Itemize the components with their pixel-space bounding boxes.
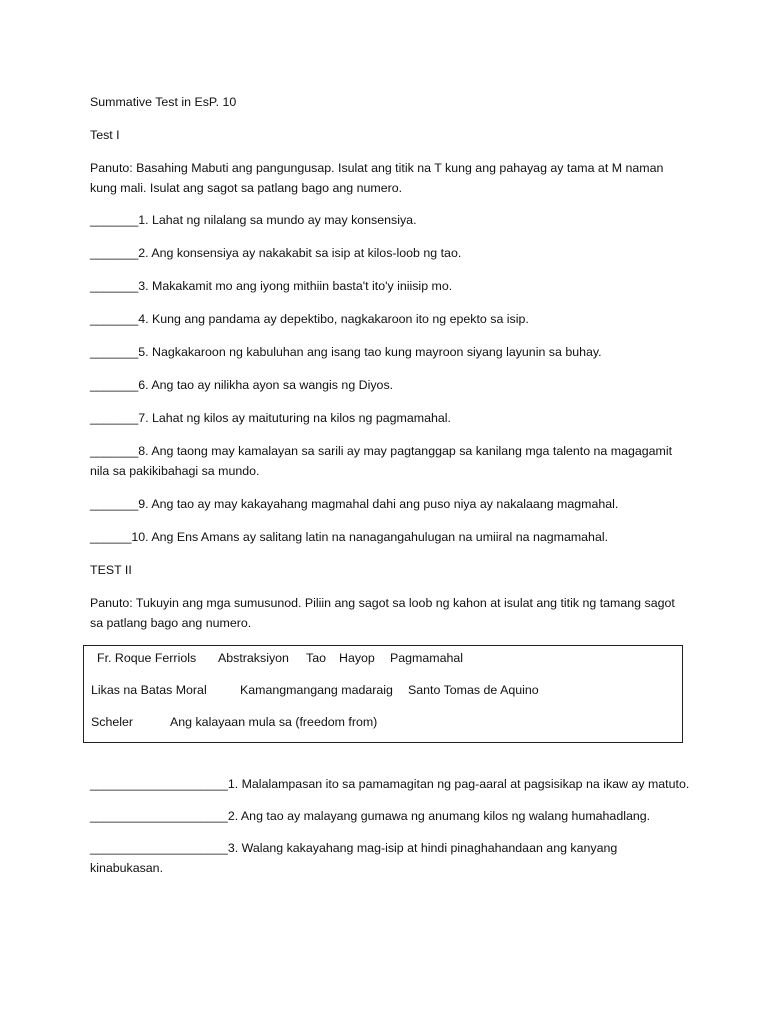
choice: Fr. Roque Ferriols — [97, 651, 197, 665]
test1-heading: Test I — [90, 128, 120, 142]
test1-item: _______6. Ang tao ay nilikha ayon sa wangis ng Diyos. — [90, 378, 394, 392]
test1-item: _______2. Ang konsensiya ay nakakabit sa isip at kilos-loob ng tao. — [90, 246, 462, 260]
choice: Likas na Batas Moral — [91, 683, 207, 697]
choices-row-2 — [91, 680, 682, 712]
test2-item: ____________________1. Malalampasan ito sa pamamagitan ng pag-aaral at pagsisikap na ikaw ay matuto. — [90, 777, 690, 791]
test1-item: _______3. Makakamit mo ang iyong mithiin basta't ito'y iniisip mo. — [90, 279, 453, 293]
test2-item: ____________________3. Walang kakayahang mag-isip at hindi pinaghahandaan ang kanyang kinabukasan. — [90, 841, 618, 875]
test1-items — [90, 210, 690, 547]
test1-item: _______9. Ang tao ay may kakayahang magmahal dahi ang puso niya ay nakalaang magmahal. — [90, 497, 619, 511]
document-page — [90, 92, 690, 890]
choice: Kamangmangang madaraig — [240, 683, 393, 697]
test1-item: _______1. Lahat ng nilalang sa mundo ay may konsensiya. — [90, 213, 417, 227]
choice: Abstraksiyon — [218, 651, 289, 665]
choice: Santo Tomas de Aquino — [408, 683, 539, 697]
test1-item: _______8. Ang taong may kamalayan sa sarili ay may pagtanggap sa kanilang mga talento na magagamit nila sa pakikibahagi sa mundo. — [90, 444, 673, 478]
choices-row-3 — [91, 712, 682, 744]
test1-item: ______10. Ang Ens Amans ay salitang latin na nanagangahulugan na umiiral na nagmamahal. — [90, 530, 609, 544]
document-title: Summative Test in EsP. 10 — [90, 95, 237, 109]
choices-row-1 — [91, 648, 682, 680]
test2-directions: Panuto: Tukuyin ang mga sumusunod. Piliin ang sagot sa loob ng kahon at isulat ang titik ng tamang sagot sa patlang bago ang numero. — [90, 596, 675, 630]
test2-heading: TEST II — [90, 563, 132, 577]
test1-item: _______4. Kung ang pandama ay depektibo, nagkakaroon ito ng epekto sa isip. — [90, 312, 529, 326]
choice: Hayop — [339, 651, 375, 665]
test2-items — [90, 774, 690, 878]
test2-item: ____________________2. Ang tao ay malayang gumawa ng anumang kilos ng walang humahadlang. — [90, 809, 651, 823]
test1-directions: Panuto: Basahing Mabuti ang pangungusap. Isulat ang titik na T kung ang pahayag ay tama at M naman kung mali. Isulat ang sagot sa patlang bago ang numero. — [90, 161, 664, 195]
choices-box — [83, 645, 683, 743]
choice: Pagmamahal — [390, 651, 464, 665]
choice: Tao — [306, 651, 326, 665]
choice: Ang kalayaan mula sa (freedom from) — [170, 715, 378, 729]
test1-item: _______7. Lahat ng kilos ay maituturing na kilos ng pagmamahal. — [90, 411, 451, 425]
test1-item: _______5. Nagkakaroon ng kabuluhan ang isang tao kung mayroon siyang layunin sa buhay. — [90, 345, 602, 359]
choice: Scheler — [91, 715, 134, 729]
